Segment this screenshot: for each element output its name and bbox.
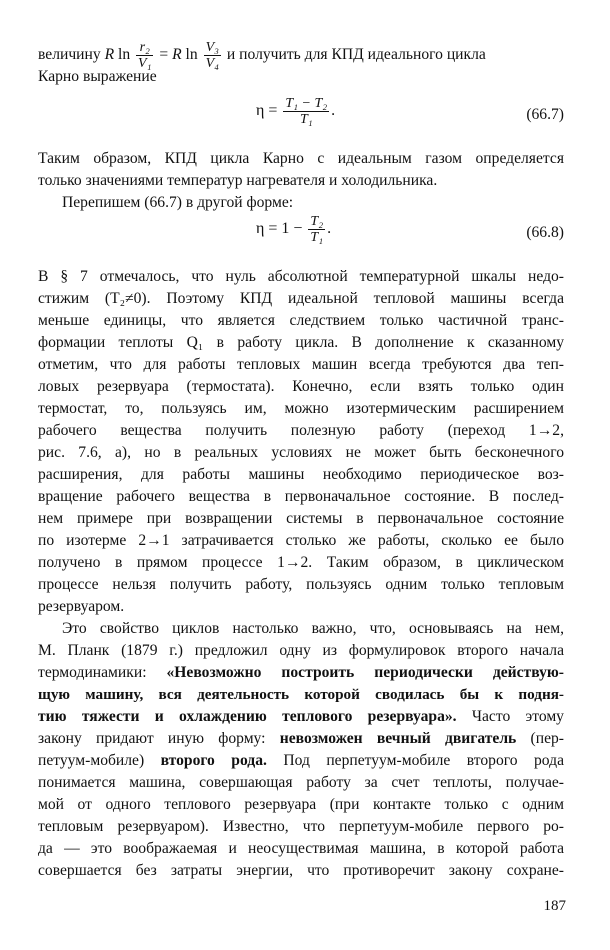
text-fragment: закону придают иную форму: <box>38 730 280 747</box>
formula-66-8-tail: . <box>327 220 332 238</box>
text-fragment: (пер- <box>516 730 564 747</box>
text-line: Перепишем (66.7) в другой форме: <box>62 194 294 211</box>
intro-frac-1-num: r₂ <box>136 40 153 56</box>
formula-66-8-num: T₂ <box>310 214 324 229</box>
text-fragment: Под перпетуум-мобиле второго рода <box>266 752 565 769</box>
text-line: ской значимости не уступала перпетуум-мобиле первого рода. Дейст- <box>38 886 564 887</box>
intro-frac-1-den: V₁ <box>138 56 152 71</box>
text-line-bold-mixed <box>38 750 564 772</box>
text-line: вительно, такую машину, если бы она была осуществима, можно по- <box>38 888 564 889</box>
text-line: совершается без затраты энергии, что противоречит закону сохране- <box>38 862 564 879</box>
text-fragment: Часто этому <box>456 708 564 725</box>
text-line: понимается машина, совершающая работу за счет теплоты, получае- <box>38 774 564 791</box>
text-line: В § 7 отмечалось, что нуль абсолютной температурной шкалы недо- <box>38 268 564 285</box>
equation-number-66-8: (66.8) <box>526 224 564 241</box>
bold-fragment: невозможен вечный двигатель <box>279 730 517 747</box>
bold-fragment: «Невозможно построить периодически действую- <box>166 664 564 681</box>
text-line: рис. 7.6, а), но в реальных условиях не может быть бесконечного <box>38 444 564 461</box>
intro-frac-2-num: V₃ <box>205 40 219 55</box>
text-line: тепловым резервуаром). Известно, что перпетуум-мобиле первого ро- <box>38 818 564 835</box>
bold-fragment: второго рода. <box>160 752 267 769</box>
intro-formula-eq: = <box>159 46 173 64</box>
formula-66-8 <box>256 214 331 245</box>
text-line: по изотерме 2→1 затрачивается столько же работы, сколько ее было <box>38 532 564 549</box>
intro-line-2: Карно выражение <box>38 68 157 85</box>
intro-formula <box>104 40 227 71</box>
text-fragment: петуум-мобиле) <box>38 752 161 769</box>
text-line: рабочего вещества получить полезную работу (переход 1→2, <box>38 422 564 439</box>
intro-formula-r2: R <box>172 46 182 64</box>
formula-66-7-frac <box>283 96 329 127</box>
text-line: машину с одним тепловым резервуаром, то она по своей практиче- <box>38 884 564 885</box>
text-line: ловых резервуара (термостата). Конечно, если взять только один <box>38 378 564 395</box>
formula-66-7 <box>256 96 335 127</box>
intro-frac-2-den: V₄ <box>205 56 219 71</box>
text-line-bold-mixed <box>38 662 564 684</box>
text-line: процессе нельзя получить работу, пользуясь одним только тепловым <box>38 576 564 593</box>
text-line: нем примере при возвращении системы в первоначальное состояние <box>38 510 564 527</box>
text-line: формации теплоты Q₁ в работу цикла. В дополнение к сказанному <box>38 334 564 351</box>
text-line: расширения, для работы машины необходимо периодическое воз- <box>38 466 564 483</box>
text-line: ставить, например, на берегу океана и практически неисчерпаемо <box>38 890 564 891</box>
text-line: вращение рабочего вещества в первоначальное состояние. В послед- <box>38 488 564 505</box>
formula-66-7-lhs: η = <box>256 102 282 120</box>
formula-66-8-den: T₁ <box>310 230 324 245</box>
text-line: М. Планк (1879 г.) предложил одну из формулировок второго начала <box>38 642 564 659</box>
text-line: отметим, что для работы тепловых машин всегда требуются два теп- <box>38 356 564 373</box>
text-line: термостат, то, пользуясь им, можно изотермическим расширением <box>38 400 564 417</box>
text-line: ния энергии. Так вот, если бы возможно было построить тепловую <box>38 882 564 883</box>
text-line: стижим (T₂≠0). Поэтому КПД идеальной тепловой машины всегда <box>38 290 564 307</box>
text-line: мой от одного теплового резервуара (при контакте только с одним <box>38 796 564 813</box>
formula-66-7-den: T₁ <box>299 112 313 127</box>
intro-formula-ln2: ln <box>185 46 198 64</box>
text-line: только значениями температур нагревателя и холодильника. <box>38 172 438 189</box>
text-line: Это свойство циклов настолько важно, что, основываясь на нем, <box>62 620 564 637</box>
page-number: 187 <box>543 898 566 914</box>
formula-66-7-tail: . <box>331 102 336 120</box>
text-line: сой воды. Но действие такой машины, как и перпетуум-мобиле пер- <box>38 894 564 895</box>
intro-formula-ln1: ln <box>118 46 131 64</box>
text-line: меньше единицы, что является следствием только частичной транс- <box>38 312 564 329</box>
text-line-bold-mixed <box>38 706 564 728</box>
formula-66-7-num: T₁ − T₂ <box>285 96 328 111</box>
bold-fragment: тию тяжести и охлаждению теплового резервуара». <box>38 708 457 725</box>
intro-formula-r1: R <box>104 46 115 64</box>
text-line: Таким образом, КПД цикла Карно с идеальным газом определяется <box>38 150 564 167</box>
text-line: резервуаром. <box>38 598 125 615</box>
text-line-bold: щую машину, вся деятельность которой сводилась бы к подня- <box>38 686 564 703</box>
formula-66-8-lhs: η = 1 − <box>256 220 307 238</box>
formula-66-8-frac <box>308 214 325 245</box>
text-fragment: термодинамики: <box>38 664 167 681</box>
intro-line-post: и получить для КПД идеального цикла <box>226 46 486 64</box>
text-line: да — это воображаемая и неосуществимая машина, в которой работа <box>38 840 564 857</box>
text-line: получено в прямом процессе 1→2. Таким образом, в циклическом <box>38 554 564 571</box>
text-line-bold-mixed <box>38 728 564 750</box>
equation-number-66-7: (66.7) <box>526 106 564 123</box>
text-line: получать работу за счет теплоты, аккумулированной огромной мас- <box>38 892 564 893</box>
intro-line-pre: величину <box>38 46 105 64</box>
